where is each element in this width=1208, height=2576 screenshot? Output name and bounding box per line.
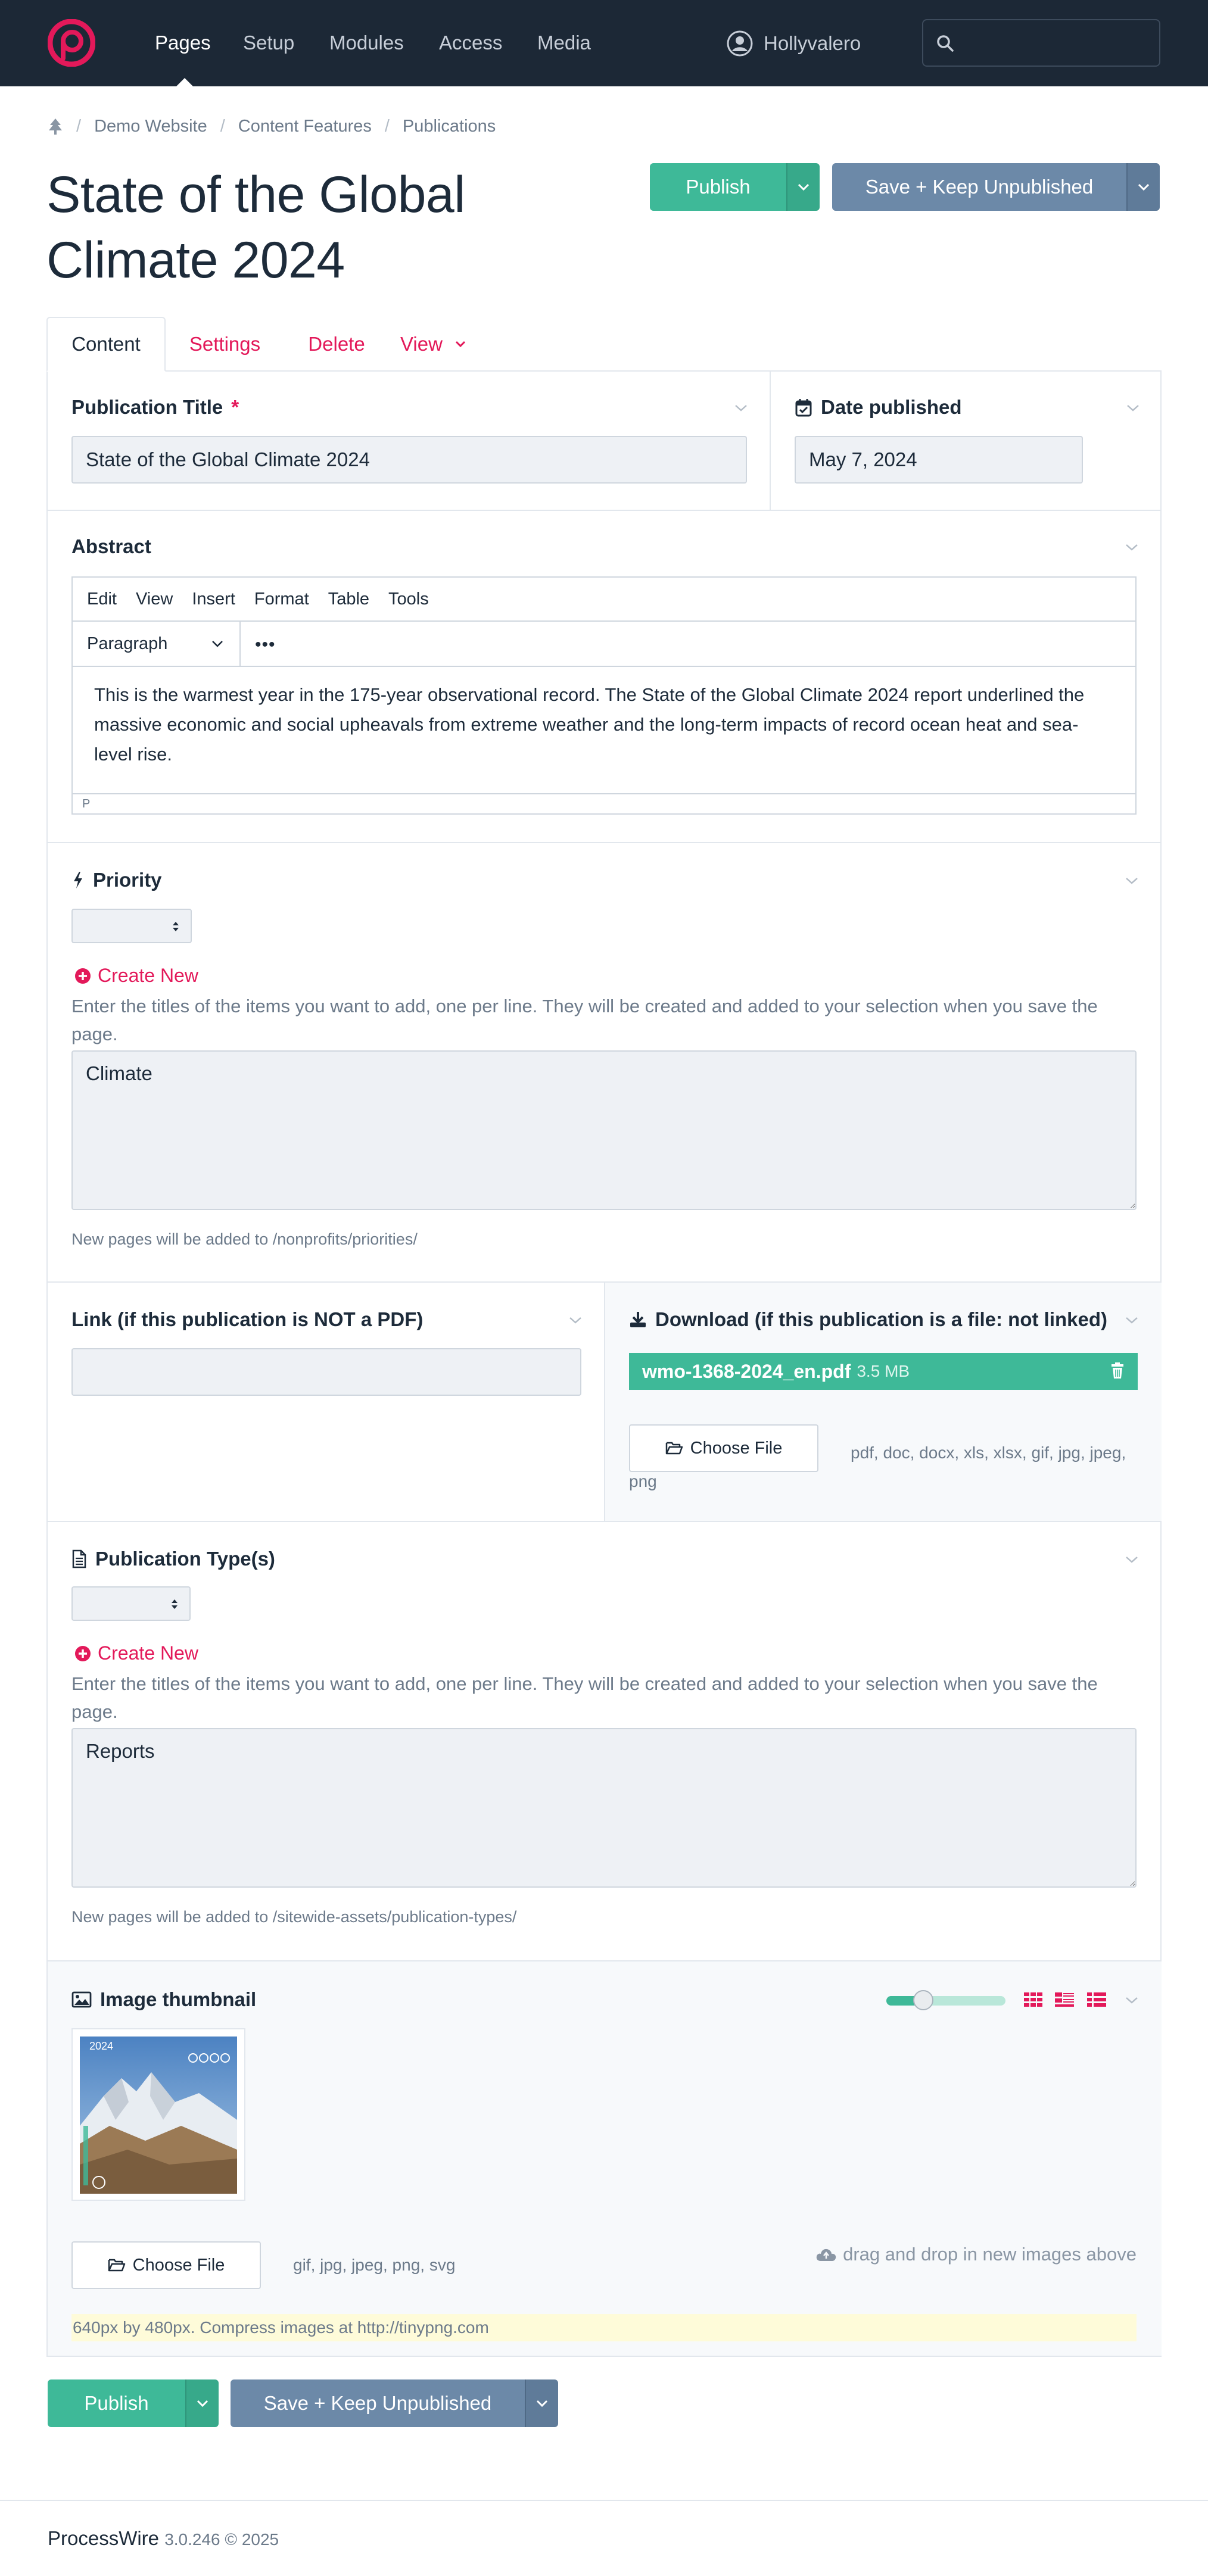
- publish-dropdown-button[interactable]: [786, 163, 820, 211]
- breadcrumb-separator: /: [220, 116, 225, 136]
- drag-drop-hint-text: drag and drop in new images above: [843, 2244, 1137, 2265]
- required-mark: *: [231, 396, 239, 418]
- field-priority: [48, 843, 1162, 1283]
- publication-types-new-items-textarea[interactable]: [71, 1728, 1137, 1888]
- more-toolbar-button[interactable]: •••: [255, 635, 276, 654]
- nav-setup[interactable]: Setup: [243, 32, 295, 54]
- footer-brand-link[interactable]: ProcessWire: [48, 2527, 160, 2549]
- collapse-chevron-icon[interactable]: [1126, 404, 1140, 412]
- image-choose-file-button[interactable]: [71, 2241, 261, 2289]
- chevron-down-icon: [1137, 183, 1150, 191]
- list-view-icon[interactable]: [1086, 1991, 1107, 2008]
- thumbnail-size-slider-handle[interactable]: [913, 1990, 933, 2010]
- publish-button-bottom[interactable]: Publish: [48, 2379, 185, 2427]
- create-new-priority-link[interactable]: [74, 965, 198, 987]
- user-name: Hollyvalero: [764, 32, 861, 54]
- document-icon: [71, 1549, 87, 1568]
- publication-title-label: [71, 395, 239, 419]
- priority-select[interactable]: [71, 909, 192, 943]
- abstract-label: Abstract: [71, 535, 151, 557]
- menu-insert[interactable]: Insert: [192, 589, 235, 609]
- block-format-value: Paragraph: [87, 634, 168, 653]
- field-publication-title: [48, 370, 771, 511]
- menu-tools[interactable]: Tools: [388, 589, 429, 609]
- image-icon: [71, 1991, 92, 2008]
- save-keep-unpublished-button-bottom[interactable]: Save + Keep Unpublished: [231, 2379, 525, 2427]
- nav-media[interactable]: Media: [537, 32, 591, 54]
- save-dropdown-button[interactable]: [1126, 163, 1160, 211]
- processwire-logo-icon[interactable]: [48, 19, 95, 67]
- tab-view[interactable]: [400, 317, 490, 372]
- file-name-link[interactable]: wmo-1368-2024_en.pdf: [642, 1360, 851, 1382]
- user-avatar-icon: [727, 30, 753, 57]
- editor-statusbar-path: P: [73, 793, 1135, 813]
- drag-drop-hint: [804, 2244, 1137, 2265]
- priority-new-items-textarea[interactable]: [71, 1050, 1137, 1210]
- publication-types-label: [71, 1547, 275, 1571]
- nav-pages[interactable]: Pages: [155, 32, 211, 54]
- plus-circle-icon: [74, 967, 92, 985]
- chevron-down-icon: [196, 2399, 209, 2407]
- user-menu[interactable]: [727, 30, 861, 57]
- choose-file-label: Choose File: [132, 2255, 225, 2275]
- tab-settings[interactable]: Settings: [189, 333, 261, 355]
- search-box[interactable]: [922, 19, 1160, 67]
- image-size-notice: 640px by 480px. Compress images at http://tinypng.com: [71, 2314, 1137, 2341]
- select-arrows-icon: [170, 1597, 179, 1611]
- content-panel: [46, 370, 1162, 2357]
- top-navbar: [0, 0, 1208, 86]
- collapse-chevron-icon[interactable]: [1125, 543, 1139, 551]
- folder-open-icon: [108, 2258, 126, 2272]
- publication-types-note: New pages will be added to /sitewide-assets/publication-types/: [71, 1908, 517, 1926]
- collapse-chevron-icon[interactable]: [1125, 1555, 1139, 1564]
- search-icon: [936, 35, 954, 52]
- rich-text-editor: [71, 576, 1137, 815]
- uploaded-file-row: [629, 1353, 1138, 1390]
- chevron-down-icon: [535, 2399, 549, 2407]
- create-new-publication-type-link[interactable]: [74, 1642, 198, 1664]
- date-published-label: [795, 395, 962, 419]
- block-format-select[interactable]: [73, 622, 241, 666]
- menu-edit[interactable]: Edit: [87, 589, 117, 609]
- thumbnail-size-slider[interactable]: [886, 1996, 1005, 2006]
- menu-format[interactable]: Format: [254, 589, 309, 609]
- link-input[interactable]: [71, 1348, 581, 1396]
- half-grid-view-icon[interactable]: [1054, 1991, 1075, 2008]
- collapse-chevron-icon[interactable]: [1125, 877, 1139, 885]
- download-icon: [629, 1311, 647, 1328]
- plus-circle-icon: [74, 1645, 92, 1663]
- create-new-label: Create New: [98, 1642, 198, 1664]
- grid-view-icon[interactable]: [1023, 1991, 1044, 2008]
- collapse-chevron-icon[interactable]: [734, 404, 748, 412]
- field-link: [48, 1283, 605, 1522]
- priority-help-text: Enter the titles of the items you want to add, one per line. They will be created and added to your selection when you save the page.: [71, 996, 1098, 1044]
- date-published-input[interactable]: [795, 436, 1083, 484]
- choose-file-label: Choose File: [690, 1438, 783, 1458]
- create-new-label: Create New: [98, 965, 198, 986]
- chevron-down-icon: [797, 183, 810, 191]
- image-thumbnail-preview[interactable]: [71, 2028, 245, 2201]
- publication-types-select[interactable]: [71, 1586, 191, 1621]
- trash-icon[interactable]: [1110, 1362, 1125, 1379]
- collapse-chevron-icon[interactable]: [1125, 1316, 1139, 1324]
- publication-title-label-text: Publication Title: [71, 396, 223, 418]
- footer: [48, 2527, 279, 2550]
- priority-note: New pages will be added to /nonprofits/priorities/: [71, 1230, 418, 1248]
- menu-table[interactable]: Table: [328, 589, 370, 609]
- menu-view[interactable]: View: [135, 589, 173, 609]
- chevron-down-icon: [454, 341, 466, 348]
- select-arrows-icon: [172, 919, 180, 934]
- link-label: Link (if this publication is NOT a PDF): [71, 1308, 424, 1330]
- save-dropdown-button-bottom[interactable]: [525, 2379, 558, 2427]
- publish-dropdown-button-bottom[interactable]: [185, 2379, 219, 2427]
- date-published-label-text: Date published: [821, 396, 962, 418]
- chevron-down-icon: [211, 640, 224, 648]
- breadcrumb-publications[interactable]: Publications: [402, 116, 496, 136]
- nav-modules[interactable]: Modules: [329, 32, 404, 54]
- file-size: 3.5 MB: [857, 1362, 910, 1380]
- publish-button[interactable]: Publish: [650, 163, 786, 211]
- breadcrumb: [48, 114, 496, 138]
- tab-delete[interactable]: Delete: [308, 333, 365, 355]
- tab-view-label: View: [400, 333, 443, 355]
- field-image-thumbnail: [48, 1961, 1162, 2356]
- breadcrumb-demo-website[interactable]: Demo Website: [94, 116, 207, 136]
- nav-access[interactable]: Access: [439, 32, 503, 54]
- priority-label: [71, 868, 162, 892]
- image-thumbnail-label-text: Image thumbnail: [100, 1988, 257, 2010]
- mountain-photo: [80, 2037, 237, 2194]
- footer-divider: [0, 2500, 1208, 2501]
- breadcrumb-content-features[interactable]: Content Features: [238, 116, 372, 136]
- cloud-upload-icon: [815, 2247, 837, 2262]
- editor-menubar: [73, 578, 1135, 622]
- collapse-chevron-icon[interactable]: [568, 1316, 583, 1324]
- tab-content[interactable]: Content: [46, 317, 166, 372]
- publication-title-input[interactable]: [71, 436, 747, 484]
- image-allowed-extensions: gif, jpg, jpeg, png, svg: [293, 2256, 456, 2274]
- footer-version: 3.0.246 © 2025: [164, 2530, 279, 2549]
- editor-toolbar: [73, 622, 1135, 667]
- download-allowed-extensions: pdf, doc, docx, xls, xlsx, gif, jpg, jpeg, png: [629, 1443, 1126, 1490]
- breadcrumb-separator: /: [384, 116, 390, 136]
- download-label: [629, 1308, 1107, 1331]
- editor-content[interactable]: This is the warmest year in the 175-year observational record. The State of the Global Climate 2024 report underlined the massive economic and social upheavals from extreme weather and the long-term impacts of record ocean heat and sea-level rise.: [94, 684, 1085, 765]
- field-publication-types: [48, 1522, 1162, 1961]
- collapse-chevron-icon[interactable]: [1125, 1996, 1139, 2004]
- image-thumbnail-label: [71, 1988, 256, 2011]
- field-download: [605, 1283, 1162, 1522]
- field-abstract: [48, 511, 1162, 843]
- tree-icon[interactable]: [48, 117, 63, 135]
- download-label-text: Download (if this publication is a file: not linked): [655, 1308, 1107, 1330]
- priority-label-text: Priority: [93, 869, 162, 891]
- page-title: State of the Global Climate 2024: [46, 166, 465, 289]
- bolt-icon: [71, 871, 85, 890]
- calendar-icon: [795, 398, 812, 417]
- active-nav-indicator: [176, 78, 193, 86]
- search-input[interactable]: [965, 26, 1150, 60]
- thumbnail-year-label: 2024: [89, 2040, 114, 2052]
- field-date-published: [771, 370, 1162, 511]
- publication-types-help-text: Enter the titles of the items you want to add, one per line. They will be created and added to your selection when you save the page.: [71, 1673, 1098, 1722]
- save-keep-unpublished-button[interactable]: Save + Keep Unpublished: [832, 163, 1126, 211]
- thumbnail-image: [80, 2037, 237, 2194]
- breadcrumb-separator: /: [76, 116, 82, 136]
- publication-types-label-text: Publication Type(s): [95, 1548, 275, 1570]
